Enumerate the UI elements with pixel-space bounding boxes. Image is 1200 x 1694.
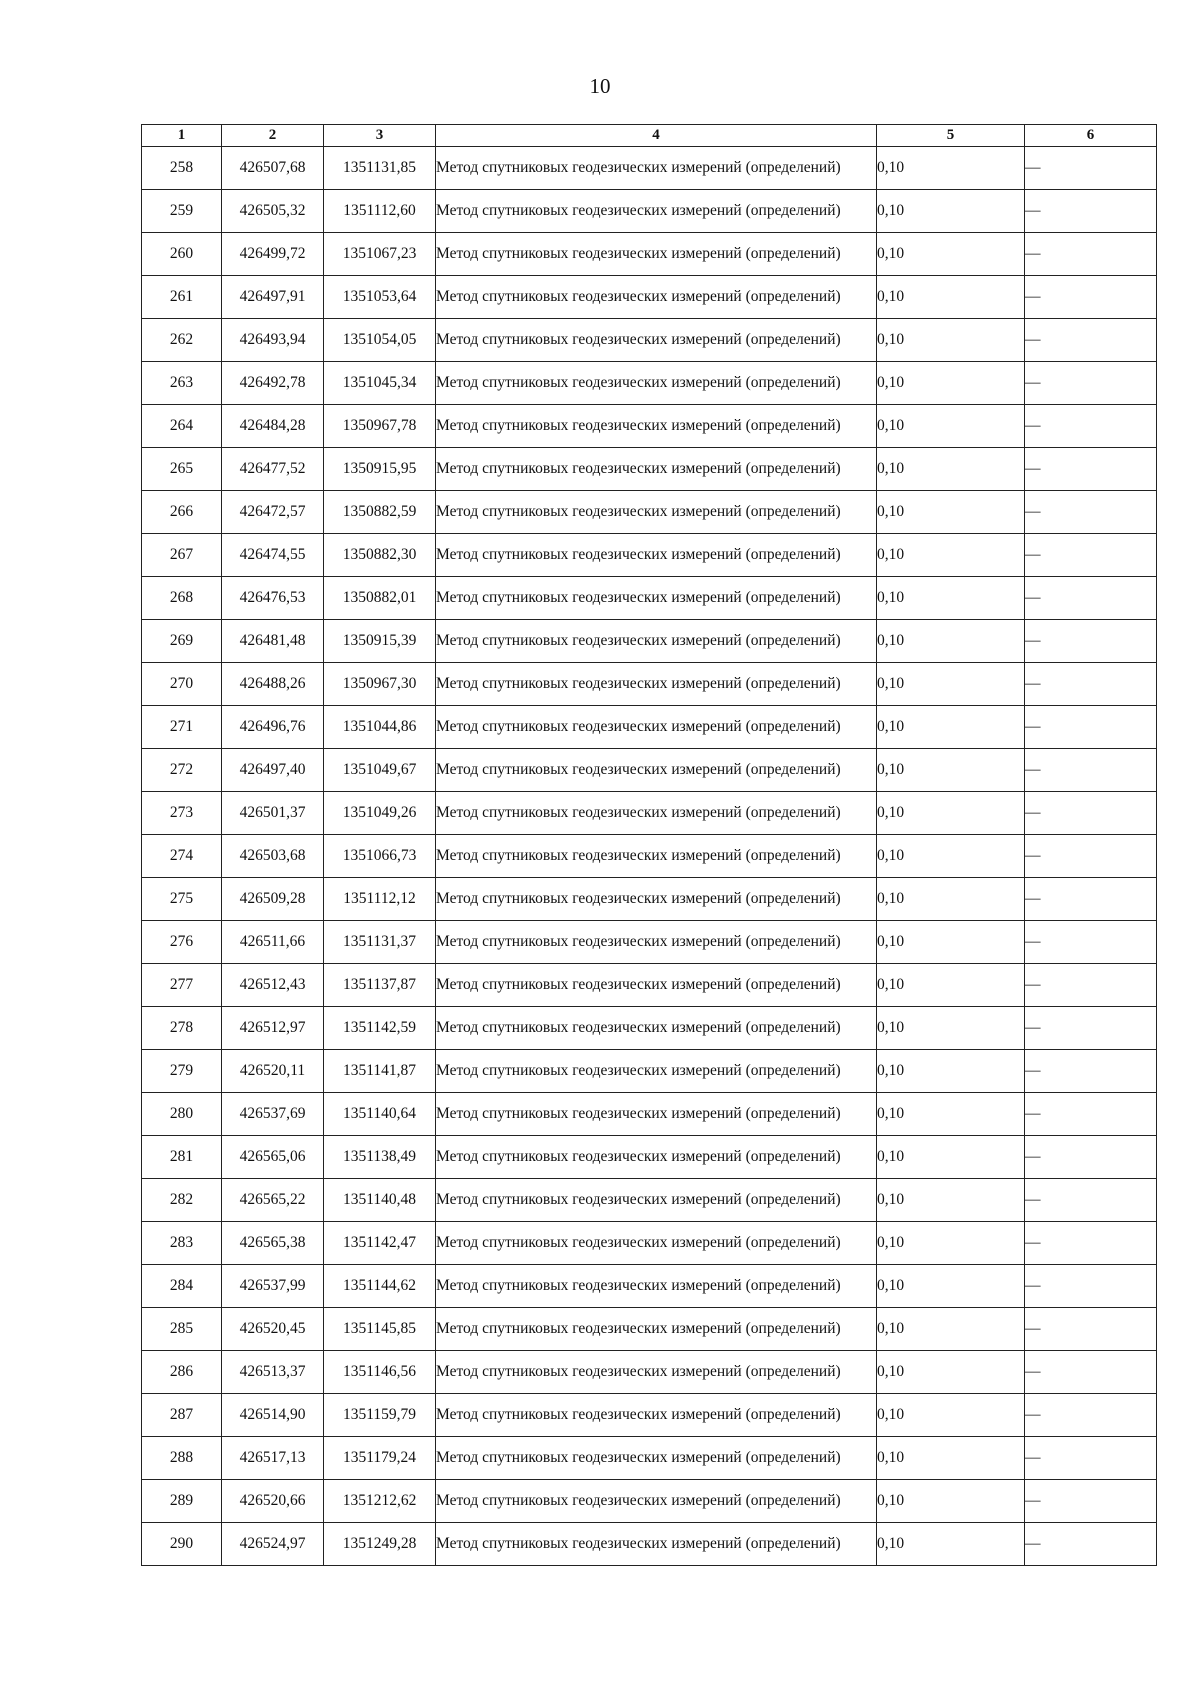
method-cell: Метод спутниковых геодезических измерений (определений) [436,1265,877,1308]
y-coordinate-cell: 1351053,64 [324,276,436,319]
note-cell: — [1025,1351,1157,1394]
page-number: 10 [589,74,611,98]
y-coordinate-cell: 1350967,30 [324,663,436,706]
point-number-cell: 259 [142,190,222,233]
table-row [142,276,1157,319]
x-coordinate-cell: 426520,11 [222,1050,324,1093]
table-row [142,1480,1157,1523]
y-coordinate-cell: 1351142,47 [324,1222,436,1265]
accuracy-cell: 0,10 [877,878,1025,921]
y-coordinate-cell: 1351179,24 [324,1437,436,1480]
method-cell: Метод спутниковых геодезических измерений (определений) [436,190,877,233]
accuracy-cell: 0,10 [877,577,1025,620]
note-cell: — [1025,964,1157,1007]
x-coordinate-cell: 426493,94 [222,319,324,362]
y-coordinate-cell: 1351159,79 [324,1394,436,1437]
accuracy-cell: 0,10 [877,1265,1025,1308]
accuracy-cell: 0,10 [877,1179,1025,1222]
point-number-cell: 269 [142,620,222,663]
y-coordinate-cell: 1351112,60 [324,190,436,233]
x-coordinate-cell: 426488,26 [222,663,324,706]
y-coordinate-cell: 1350882,01 [324,577,436,620]
column-header-1: 1 [142,125,222,147]
x-coordinate-cell: 426499,72 [222,233,324,276]
point-number-cell: 260 [142,233,222,276]
y-coordinate-cell: 1350967,78 [324,405,436,448]
method-cell: Метод спутниковых геодезических измерений (определений) [436,1394,877,1437]
table-row [142,362,1157,405]
y-coordinate-cell: 1350882,59 [324,491,436,534]
note-cell: — [1025,1523,1157,1566]
note-cell: — [1025,1265,1157,1308]
point-number-cell: 282 [142,1179,222,1222]
table-row [142,147,1157,190]
method-cell: Метод спутниковых геодезических измерений (определений) [436,1050,877,1093]
method-cell: Метод спутниковых геодезических измерений (определений) [436,1136,877,1179]
method-cell: Метод спутниковых геодезических измерений (определений) [436,1308,877,1351]
x-coordinate-cell: 426513,37 [222,1351,324,1394]
note-cell: — [1025,1222,1157,1265]
column-header-2: 2 [222,125,324,147]
table-row [142,706,1157,749]
table-body [142,147,1157,1566]
y-coordinate-cell: 1351138,49 [324,1136,436,1179]
y-coordinate-cell: 1351140,64 [324,1093,436,1136]
accuracy-cell: 0,10 [877,620,1025,663]
point-number-cell: 273 [142,792,222,835]
header-row [142,125,1157,147]
method-cell: Метод спутниковых геодезических измерений (определений) [436,663,877,706]
table-row [142,405,1157,448]
method-cell: Метод спутниковых геодезических измерений (определений) [436,1480,877,1523]
table-row [142,534,1157,577]
accuracy-cell: 0,10 [877,1480,1025,1523]
y-coordinate-cell: 1351054,05 [324,319,436,362]
note-cell: — [1025,1050,1157,1093]
method-cell: Метод спутниковых геодезических измерений (определений) [436,921,877,964]
x-coordinate-cell: 426512,97 [222,1007,324,1050]
accuracy-cell: 0,10 [877,190,1025,233]
table-row [142,1136,1157,1179]
method-cell: Метод спутниковых геодезических измерений (определений) [436,233,877,276]
note-cell: — [1025,706,1157,749]
x-coordinate-cell: 426501,37 [222,792,324,835]
note-cell: — [1025,663,1157,706]
point-number-cell: 262 [142,319,222,362]
accuracy-cell: 0,10 [877,1523,1025,1566]
table-row [142,964,1157,1007]
note-cell: — [1025,491,1157,534]
method-cell: Метод спутниковых геодезических измерений (определений) [436,1351,877,1394]
x-coordinate-cell: 426512,43 [222,964,324,1007]
y-coordinate-cell: 1351049,67 [324,749,436,792]
x-coordinate-cell: 426520,66 [222,1480,324,1523]
x-coordinate-cell: 426492,78 [222,362,324,405]
x-coordinate-cell: 426514,90 [222,1394,324,1437]
point-number-cell: 283 [142,1222,222,1265]
y-coordinate-cell: 1351249,28 [324,1523,436,1566]
table-row [142,792,1157,835]
y-coordinate-cell: 1351067,23 [324,233,436,276]
y-coordinate-cell: 1351137,87 [324,964,436,1007]
table-row [142,1437,1157,1480]
method-cell: Метод спутниковых геодезических измерений (определений) [436,405,877,448]
point-number-cell: 274 [142,835,222,878]
accuracy-cell: 0,10 [877,835,1025,878]
table-row [142,1523,1157,1566]
table-header [142,125,1157,147]
accuracy-cell: 0,10 [877,319,1025,362]
table-row [142,620,1157,663]
x-coordinate-cell: 426517,13 [222,1437,324,1480]
point-number-cell: 276 [142,921,222,964]
point-number-cell: 264 [142,405,222,448]
table-row [142,921,1157,964]
y-coordinate-cell: 1351145,85 [324,1308,436,1351]
x-coordinate-cell: 426481,48 [222,620,324,663]
y-coordinate-cell: 1351212,62 [324,1480,436,1523]
x-coordinate-cell: 426520,45 [222,1308,324,1351]
y-coordinate-cell: 1351131,37 [324,921,436,964]
method-cell: Метод спутниковых геодезических измерений (определений) [436,491,877,534]
table-row [142,491,1157,534]
accuracy-cell: 0,10 [877,362,1025,405]
point-number-cell: 278 [142,1007,222,1050]
note-cell: — [1025,534,1157,577]
y-coordinate-cell: 1351066,73 [324,835,436,878]
point-number-cell: 279 [142,1050,222,1093]
column-header-6: 6 [1025,125,1157,147]
note-cell: — [1025,1480,1157,1523]
column-header-5: 5 [877,125,1025,147]
method-cell: Метод спутниковых геодезических измерений (определений) [436,878,877,921]
point-number-cell: 272 [142,749,222,792]
x-coordinate-cell: 426537,99 [222,1265,324,1308]
point-number-cell: 280 [142,1093,222,1136]
method-cell: Метод спутниковых геодезических измерений (определений) [436,1437,877,1480]
accuracy-cell: 0,10 [877,706,1025,749]
point-number-cell: 270 [142,663,222,706]
y-coordinate-cell: 1350915,39 [324,620,436,663]
note-cell: — [1025,1136,1157,1179]
accuracy-cell: 0,10 [877,1050,1025,1093]
point-number-cell: 266 [142,491,222,534]
accuracy-cell: 0,10 [877,1351,1025,1394]
method-cell: Метод спутниковых геодезических измерений (определений) [436,362,877,405]
note-cell: — [1025,1093,1157,1136]
method-cell: Метод спутниковых геодезических измерений (определений) [436,319,877,362]
accuracy-cell: 0,10 [877,233,1025,276]
y-coordinate-cell: 1351045,34 [324,362,436,405]
point-number-cell: 288 [142,1437,222,1480]
point-number-cell: 263 [142,362,222,405]
y-coordinate-cell: 1351112,12 [324,878,436,921]
method-cell: Метод спутниковых геодезических измерений (определений) [436,620,877,663]
accuracy-cell: 0,10 [877,534,1025,577]
point-number-cell: 271 [142,706,222,749]
note-cell: — [1025,749,1157,792]
accuracy-cell: 0,10 [877,491,1025,534]
point-number-cell: 277 [142,964,222,1007]
x-coordinate-cell: 426565,38 [222,1222,324,1265]
note-cell: — [1025,319,1157,362]
method-cell: Метод спутниковых геодезических измерений (определений) [436,534,877,577]
y-coordinate-cell: 1351131,85 [324,147,436,190]
point-number-cell: 287 [142,1394,222,1437]
x-coordinate-cell: 426565,06 [222,1136,324,1179]
point-number-cell: 281 [142,1136,222,1179]
table-row [142,663,1157,706]
point-number-cell: 268 [142,577,222,620]
point-number-cell: 265 [142,448,222,491]
accuracy-cell: 0,10 [877,749,1025,792]
coordinates-table [141,124,1157,1566]
note-cell: — [1025,233,1157,276]
x-coordinate-cell: 426565,22 [222,1179,324,1222]
point-number-cell: 267 [142,534,222,577]
x-coordinate-cell: 426511,66 [222,921,324,964]
accuracy-cell: 0,10 [877,663,1025,706]
method-cell: Метод спутниковых геодезических измерений (определений) [436,792,877,835]
x-coordinate-cell: 426537,69 [222,1093,324,1136]
point-number-cell: 261 [142,276,222,319]
accuracy-cell: 0,10 [877,1093,1025,1136]
x-coordinate-cell: 426524,97 [222,1523,324,1566]
method-cell: Метод спутниковых геодезических измерений (определений) [436,448,877,491]
table-row [142,1394,1157,1437]
point-number-cell: 258 [142,147,222,190]
note-cell: — [1025,878,1157,921]
note-cell: — [1025,921,1157,964]
table-row [142,577,1157,620]
column-header-3: 3 [324,125,436,147]
column-header-4: 4 [436,125,877,147]
accuracy-cell: 0,10 [877,1308,1025,1351]
method-cell: Метод спутниковых геодезических измерений (определений) [436,1179,877,1222]
y-coordinate-cell: 1351141,87 [324,1050,436,1093]
accuracy-cell: 0,10 [877,1437,1025,1480]
note-cell: — [1025,577,1157,620]
table-row [142,1308,1157,1351]
x-coordinate-cell: 426472,57 [222,491,324,534]
method-cell: Метод спутниковых геодезических измерений (определений) [436,1007,877,1050]
method-cell: Метод спутниковых геодезических измерений (определений) [436,147,877,190]
table-row [142,319,1157,362]
x-coordinate-cell: 426474,55 [222,534,324,577]
note-cell: — [1025,1308,1157,1351]
point-number-cell: 285 [142,1308,222,1351]
table-row [142,190,1157,233]
x-coordinate-cell: 426507,68 [222,147,324,190]
accuracy-cell: 0,10 [877,405,1025,448]
note-cell: — [1025,620,1157,663]
point-number-cell: 284 [142,1265,222,1308]
accuracy-cell: 0,10 [877,921,1025,964]
y-coordinate-cell: 1350882,30 [324,534,436,577]
note-cell: — [1025,147,1157,190]
table-row [142,1351,1157,1394]
accuracy-cell: 0,10 [877,792,1025,835]
table-row [142,749,1157,792]
table-row [142,1007,1157,1050]
table-row [142,835,1157,878]
method-cell: Метод спутниковых геодезических измерений (определений) [436,749,877,792]
point-number-cell: 275 [142,878,222,921]
accuracy-cell: 0,10 [877,1136,1025,1179]
accuracy-cell: 0,10 [877,1394,1025,1437]
y-coordinate-cell: 1351140,48 [324,1179,436,1222]
x-coordinate-cell: 426477,52 [222,448,324,491]
table-row [142,233,1157,276]
method-cell: Метод спутниковых геодезических измерений (определений) [436,1093,877,1136]
method-cell: Метод спутниковых геодезических измерений (определений) [436,577,877,620]
note-cell: — [1025,448,1157,491]
table-row [142,1093,1157,1136]
x-coordinate-cell: 426503,68 [222,835,324,878]
accuracy-cell: 0,10 [877,1007,1025,1050]
table-row [142,1179,1157,1222]
table-row [142,1222,1157,1265]
x-coordinate-cell: 426484,28 [222,405,324,448]
note-cell: — [1025,362,1157,405]
x-coordinate-cell: 426496,76 [222,706,324,749]
method-cell: Метод спутниковых геодезических измерений (определений) [436,1222,877,1265]
note-cell: — [1025,1179,1157,1222]
method-cell: Метод спутниковых геодезических измерений (определений) [436,276,877,319]
table-row [142,1050,1157,1093]
y-coordinate-cell: 1351049,26 [324,792,436,835]
y-coordinate-cell: 1351044,86 [324,706,436,749]
note-cell: — [1025,190,1157,233]
accuracy-cell: 0,10 [877,1222,1025,1265]
accuracy-cell: 0,10 [877,147,1025,190]
note-cell: — [1025,1394,1157,1437]
y-coordinate-cell: 1351142,59 [324,1007,436,1050]
table-row [142,878,1157,921]
accuracy-cell: 0,10 [877,448,1025,491]
note-cell: — [1025,1007,1157,1050]
accuracy-cell: 0,10 [877,964,1025,1007]
y-coordinate-cell: 1351146,56 [324,1351,436,1394]
note-cell: — [1025,1437,1157,1480]
method-cell: Метод спутниковых геодезических измерений (определений) [436,964,877,1007]
note-cell: — [1025,276,1157,319]
method-cell: Метод спутниковых геодезических измерений (определений) [436,1523,877,1566]
x-coordinate-cell: 426476,53 [222,577,324,620]
note-cell: — [1025,405,1157,448]
x-coordinate-cell: 426509,28 [222,878,324,921]
method-cell: Метод спутниковых геодезических измерений (определений) [436,706,877,749]
point-number-cell: 290 [142,1523,222,1566]
y-coordinate-cell: 1350915,95 [324,448,436,491]
x-coordinate-cell: 426497,91 [222,276,324,319]
x-coordinate-cell: 426497,40 [222,749,324,792]
point-number-cell: 289 [142,1480,222,1523]
method-cell: Метод спутниковых геодезических измерений (определений) [436,835,877,878]
table-row [142,1265,1157,1308]
table-row [142,448,1157,491]
point-number-cell: 286 [142,1351,222,1394]
y-coordinate-cell: 1351144,62 [324,1265,436,1308]
note-cell: — [1025,792,1157,835]
accuracy-cell: 0,10 [877,276,1025,319]
note-cell: — [1025,835,1157,878]
x-coordinate-cell: 426505,32 [222,190,324,233]
